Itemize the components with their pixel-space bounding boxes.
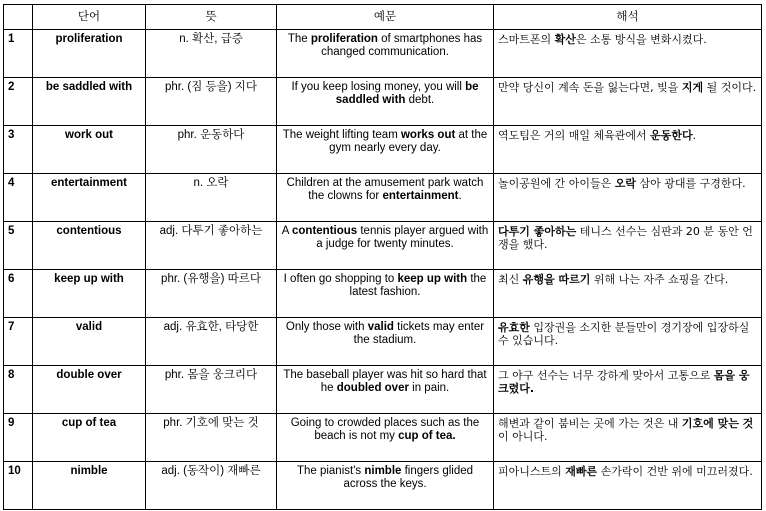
table-row [4,78,762,126]
table-row [4,318,762,366]
text-segment: If you keep losing money, you will [291,81,466,93]
highlighted-term: 재빠른 [565,465,598,478]
example-sentence [277,30,494,78]
vocab-word: double over [33,366,146,414]
vocab-word: nimble [33,462,146,510]
text-segment: 테니스 선수는 심판과 20 분 동안 언쟁을 했다. [498,225,753,251]
highlighted-term: proliferation [310,33,378,45]
text-segment: tennis player argued with a judge for twenty minutes. [316,225,489,250]
word-meaning: phr. 기호에 맞는 것 [146,414,277,462]
text-segment: 역도팀은 거의 매일 체육관에서 [498,129,651,142]
word-meaning: phr. 몸을 웅크리다 [146,366,277,414]
header-number [4,5,33,30]
text-segment: The pianist's [296,465,365,477]
vocab-word: keep up with [33,270,146,318]
text-segment: 피아니스트의 [498,465,566,478]
header-meaning: 뜻 [146,5,277,30]
word-meaning: phr. (유행을) 따르다 [146,270,277,318]
highlighted-term: valid [367,321,394,333]
row-number: 9 [4,414,33,462]
highlighted-term: 기호에 맞는 것 [681,417,754,430]
vocabulary-table [3,4,762,510]
korean-translation [494,174,762,222]
highlighted-term: 확산 [554,33,576,46]
row-number: 10 [4,462,33,510]
korean-translation [494,318,762,366]
row-number: 8 [4,366,33,414]
text-segment: 그 야구 선수는 너무 강하게 맞아서 고통으로 [498,369,714,382]
text-segment: 은 소통 방식을 변화시켰다. [575,33,707,46]
text-segment: The weight lifting team [282,129,401,141]
table-row [4,174,762,222]
text-segment: The [287,33,311,45]
example-sentence [277,414,494,462]
table-row [4,222,762,270]
row-number: 3 [4,126,33,174]
example-sentence [277,174,494,222]
highlighted-term: doubled over [336,382,409,394]
header-example: 예문 [277,5,494,30]
word-meaning: adj. 유효한, 타당한 [146,318,277,366]
text-segment: tickets may enter the stadium. [353,321,485,346]
example-sentence [277,270,494,318]
text-segment: at the gym nearly every day. [329,129,488,154]
highlighted-term: works out [400,129,456,141]
text-segment: 손가락이 건반 위에 미끄러졌다. [597,465,753,478]
header-word: 단어 [33,5,146,30]
highlighted-term: be saddled with [335,81,479,106]
text-segment: 입장권을 소지한 분들만이 경기장에 입장하실 수 있습니다. [498,321,750,347]
highlighted-term: 다투기 좋아하는 [498,225,577,238]
korean-translation [494,414,762,462]
highlighted-term: 몸을 웅크렸다. [498,369,750,395]
vocab-word: contentious [33,222,146,270]
highlighted-term: keep up with [397,273,468,285]
text-segment: Children at the amusement park watch the clowns for [286,177,484,202]
table-row [4,462,762,510]
row-number: 2 [4,78,33,126]
text-segment: the latest fashion. [349,273,487,298]
text-segment: I often go shopping to [283,273,398,285]
table-row [4,270,762,318]
korean-translation [494,366,762,414]
vocab-word: valid [33,318,146,366]
word-meaning: n. 오락 [146,174,277,222]
vocab-word: entertainment [33,174,146,222]
text-segment: 위해 나는 자주 쇼핑을 간다. [590,273,729,286]
header-row [4,5,762,30]
text-segment: The baseball player was hit so hard that he [283,369,487,394]
highlighted-term: contentious [292,225,358,237]
text-segment: of smartphones has changed communication. [321,33,483,58]
word-meaning: n. 확산, 급증 [146,30,277,78]
text-segment: . [458,190,462,202]
text-segment: 놀이공원에 간 아이들은 [498,177,615,190]
word-meaning: phr. 운동하다 [146,126,277,174]
korean-translation [494,222,762,270]
highlighted-term: cup of tea. [398,430,456,442]
example-sentence [277,78,494,126]
text-segment: 삼아 광대를 구경한다. [636,177,746,190]
row-number: 7 [4,318,33,366]
row-number: 5 [4,222,33,270]
vocab-word: be saddled with [33,78,146,126]
text-segment: in pain. [408,382,450,394]
text-segment: 이 아니다. [498,430,548,443]
text-segment: debt. [405,94,435,106]
row-number: 1 [4,30,33,78]
header-translation: 해석 [494,5,762,30]
text-segment: Only those with [285,321,368,333]
highlighted-term: 유행을 따르기 [522,273,591,286]
highlighted-term: 운동한다 [650,129,693,142]
text-segment: 스마트폰의 [498,33,555,46]
text-segment: A [281,225,292,237]
table-row [4,126,762,174]
korean-translation [494,270,762,318]
highlighted-term: entertainment [382,190,459,202]
highlighted-term: 유효한 [498,321,530,334]
text-segment: fingers glided across the keys. [343,465,474,490]
korean-translation [494,78,762,126]
highlighted-term: 지게 [681,81,704,94]
example-sentence [277,126,494,174]
vocab-word: work out [33,126,146,174]
example-sentence [277,366,494,414]
korean-translation [494,30,762,78]
text-segment: Going to crowded places such as the beach is not my [290,417,480,442]
text-segment: 최신 [498,273,523,286]
korean-translation [494,462,762,510]
example-sentence [277,318,494,366]
vocab-word: proliferation [33,30,146,78]
word-meaning: phr. (짐 등을) 지다 [146,78,277,126]
highlighted-term: nimble [364,465,402,477]
text-segment: 해변과 같이 붐비는 곳에 가는 것은 내 [498,417,682,430]
row-number: 6 [4,270,33,318]
highlighted-term: 오락 [614,177,637,190]
table-row [4,30,762,78]
text-segment: 될 것이다. [703,81,757,94]
vocab-word: cup of tea [33,414,146,462]
word-meaning: adj. 다투기 좋아하는 [146,222,277,270]
text-segment: 만약 당신이 계속 돈을 잃는다면, 빚을 [498,81,682,94]
row-number: 4 [4,174,33,222]
word-meaning: adj. (동작이) 재빠른 [146,462,277,510]
text-segment: . [692,129,697,142]
table-row [4,366,762,414]
table-row [4,414,762,462]
example-sentence [277,222,494,270]
example-sentence [277,462,494,510]
korean-translation [494,126,762,174]
